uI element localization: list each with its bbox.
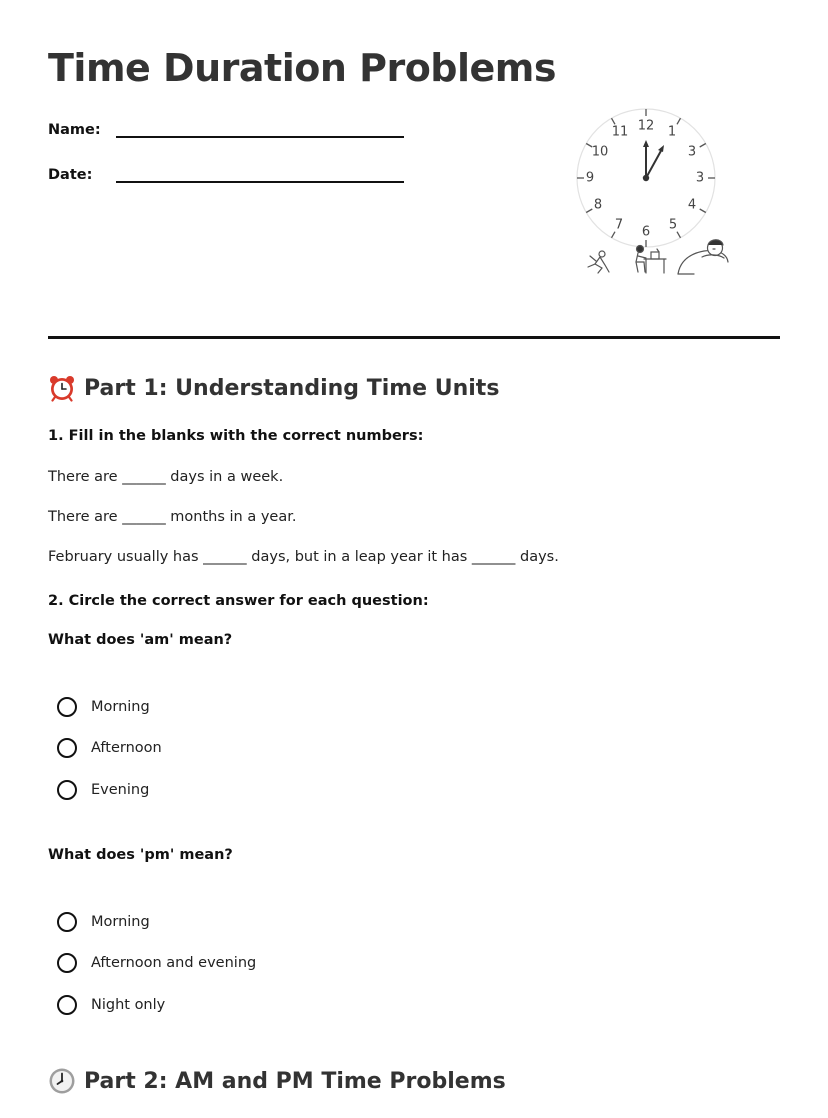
fill-blank-sentence: There are ______ days in a week. — [48, 469, 284, 485]
part1-heading-text: Part 1: Understanding Time Units — [84, 375, 500, 401]
pm-question: What does 'pm' mean? — [48, 847, 233, 863]
pm-option-afternoon-evening[interactable] — [57, 953, 256, 973]
date-blank-line[interactable] — [116, 163, 404, 183]
page-title: Time Duration Problems — [48, 46, 557, 90]
clock-number: 1 — [667, 124, 677, 140]
am-option-afternoon[interactable] — [57, 738, 162, 758]
option-label: Afternoon — [91, 740, 162, 756]
clock-number: 3 — [695, 170, 705, 186]
question-1-prompt: 1. Fill in the blanks with the correct numbers: — [48, 428, 424, 444]
part2-heading-text: Part 2: AM and PM Time Problems — [84, 1068, 506, 1094]
clock-face-icon — [48, 1067, 76, 1095]
name-blank-line[interactable] — [116, 118, 404, 138]
radio-circle-icon[interactable] — [57, 697, 77, 717]
alarm-clock-icon — [48, 374, 76, 402]
option-label: Night only — [91, 997, 166, 1013]
radio-circle-icon[interactable] — [57, 780, 77, 800]
clock-number: 5 — [668, 217, 678, 233]
radio-circle-icon[interactable] — [57, 738, 77, 758]
clock-number: 11 — [611, 124, 629, 140]
clock-number: 8 — [593, 197, 603, 213]
clock-illustration — [572, 104, 736, 280]
option-label: Morning — [91, 914, 150, 930]
radio-circle-icon[interactable] — [57, 995, 77, 1015]
clock-number: 12 — [637, 118, 655, 134]
am-option-morning[interactable] — [57, 697, 150, 717]
person-at-desk-icon — [636, 246, 666, 274]
clock-number: 7 — [614, 217, 624, 233]
am-option-evening[interactable] — [57, 780, 149, 800]
option-label: Evening — [91, 782, 150, 798]
pm-option-night-only[interactable] — [57, 995, 165, 1015]
part2-heading — [48, 1067, 506, 1095]
name-label: Name: — [48, 122, 101, 138]
clock-number: 3 — [687, 144, 697, 160]
radio-circle-icon[interactable] — [57, 953, 77, 973]
person-stretching-icon — [588, 251, 609, 273]
radio-circle-icon[interactable] — [57, 912, 77, 932]
clock-number: 9 — [585, 170, 595, 186]
fill-blank-sentence: February usually has ______ days, but in a leap year it has ______ days. — [48, 549, 559, 565]
date-label: Date: — [48, 167, 93, 183]
am-question: What does 'am' mean? — [48, 632, 233, 648]
section-divider — [48, 336, 780, 339]
clock-daily-routine-icon — [572, 104, 736, 280]
question-2-prompt: 2. Circle the correct answer for each question: — [48, 593, 429, 609]
option-label: Afternoon and evening — [91, 955, 257, 971]
clock-number: 6 — [641, 224, 651, 240]
name-field — [48, 118, 404, 138]
option-label: Morning — [91, 699, 150, 715]
clock-number: 4 — [687, 197, 697, 213]
date-field — [48, 163, 404, 183]
clock-number: 10 — [591, 144, 609, 160]
fill-blank-sentence: There are ______ months in a year. — [48, 509, 297, 525]
part1-heading — [48, 374, 499, 402]
pm-option-morning[interactable] — [57, 912, 150, 932]
person-sleeping-icon — [678, 240, 728, 274]
